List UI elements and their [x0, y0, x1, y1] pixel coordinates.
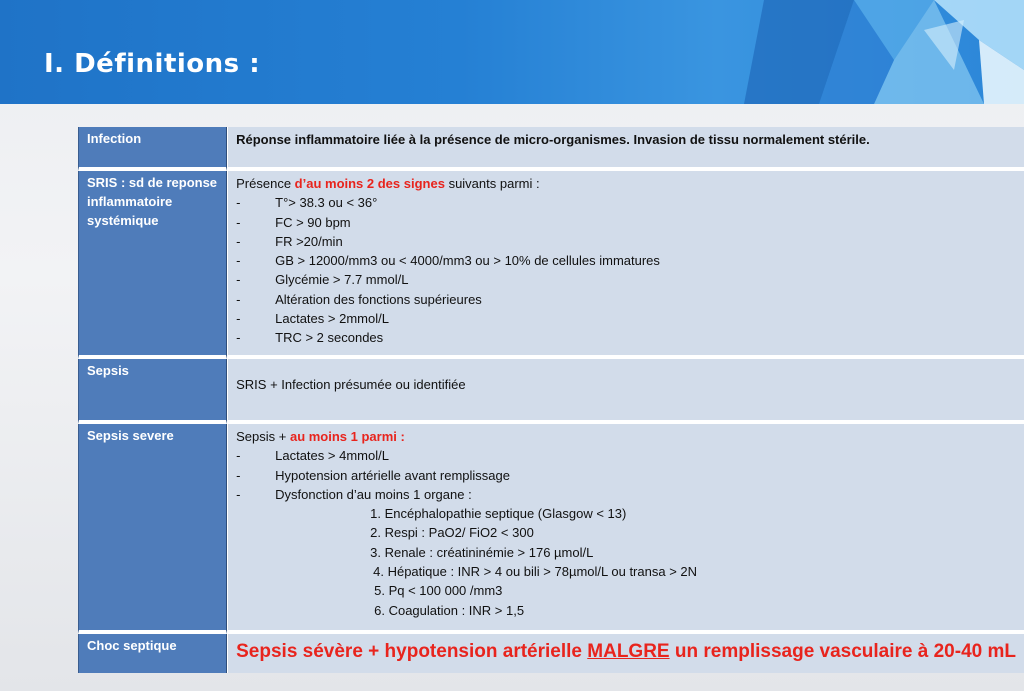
definition-cell [227, 359, 1024, 424]
definition-cell [227, 424, 1024, 634]
table-row-sris [78, 171, 1024, 359]
term-label: Sepsis [87, 363, 129, 378]
dash-bullet: - [236, 195, 241, 211]
list-item [236, 193, 1016, 212]
term-label-line-2: inflammatoire systémique [87, 194, 173, 228]
list-item-text: Glycémie > 7.7 mmol/L [275, 272, 409, 288]
list-item [236, 213, 1016, 232]
decorative-polygons [724, 0, 1024, 104]
list-item [236, 466, 1016, 485]
definition-part-2: un remplissage vasculaire à 20-40 mL [669, 641, 1016, 662]
term-cell [78, 424, 227, 634]
list-item-text: FC > 90 bpm [275, 214, 351, 230]
dash-bullet: - [236, 448, 241, 464]
definition-underlined: MALGRE [587, 641, 670, 662]
definition-part-1: Sepsis sévère + hypotension artérielle [236, 641, 588, 662]
list-item-text: Lactates > 4mmol/L [275, 448, 389, 464]
term-cell [78, 127, 227, 171]
list-item-text: T°> 38.3 ou < 36° [275, 195, 378, 211]
definition-text [236, 637, 1016, 661]
dash-bullet: - [236, 253, 241, 269]
intro-emphasis: au moins 1 parmi : [289, 429, 405, 444]
term-label: Choc septique [87, 638, 177, 653]
list-item-text: Hypotension artérielle avant remplissage [275, 467, 510, 483]
organ-list-item: 5. Pq < 100 000 /mm3 [374, 583, 503, 599]
intro-prefix: Sepsis + [236, 429, 290, 444]
table-row-sepsis-severe [78, 424, 1024, 634]
list-item-text: TRC > 2 secondes [275, 330, 384, 346]
list-item [236, 251, 1016, 270]
term-label: Sepsis severe [87, 428, 174, 443]
list-item [236, 290, 1016, 309]
definition-text: Réponse inflammatoire liée à la présence de micro-organismes. Invasion de tissu normalement stérile. [236, 132, 870, 147]
definition-cell [227, 171, 1024, 359]
definition-intro [236, 174, 1016, 193]
dash-bullet: - [236, 330, 241, 346]
list-item [236, 309, 1016, 328]
term-label-line-1: SRIS : sd de reponse [87, 175, 218, 190]
organ-list-item: 4. Hépatique : INR > 4 ou bili > 78µmol/L ou transa > 2N [373, 564, 698, 580]
dash-bullet: - [236, 291, 241, 307]
intro-emphasis: d’au moins 2 des signes [294, 176, 445, 191]
term-cell [78, 171, 227, 359]
dash-bullet: - [236, 233, 241, 249]
list-item-text: GB > 12000/mm3 ou < 4000/mm3 ou > 10% de cellules immatures [275, 253, 660, 269]
list-item-text: Dysfonction d’au moins 1 organe : [275, 486, 472, 502]
dash-bullet: - [236, 467, 241, 483]
dash-bullet: - [236, 272, 241, 288]
table-row-infection [78, 127, 1024, 171]
list-item-text: Lactates > 2mmol/L [275, 311, 389, 327]
list-item-text: FR >20/min [275, 233, 343, 249]
definition-cell [227, 127, 1024, 171]
table-row-sepsis [78, 359, 1024, 424]
title-banner [0, 0, 1024, 104]
term-cell [78, 359, 227, 424]
definitions-table [78, 127, 1024, 673]
list-item [236, 328, 1016, 347]
definition-intro [236, 427, 1016, 446]
list-item-text: Altération des fonctions supérieures [275, 291, 482, 307]
definition-text: SRIS + Infection présumée ou identifiée [236, 377, 466, 392]
organ-list-item: 1. Encéphalopathie septique (Glasgow < 13) [370, 506, 627, 522]
organ-list-item: 3. Renale : créatininémie > 176 µmol/L [370, 544, 594, 560]
organ-list-item: 6. Coagulation : INR > 1,5 [374, 602, 525, 618]
list-item [236, 270, 1016, 289]
term-cell [78, 634, 227, 673]
dash-bullet: - [236, 214, 241, 230]
page-title: I. Définitions : [44, 49, 261, 79]
table-row-choc-septique [78, 634, 1024, 673]
dash-bullet: - [236, 311, 241, 327]
dash-bullet: - [236, 486, 241, 502]
organ-list-item: 2. Respi : PaO2/ FiO2 < 300 [370, 525, 534, 541]
definition-cell [227, 634, 1024, 673]
term-label: Infection [87, 131, 142, 146]
intro-prefix: Présence [236, 176, 295, 191]
list-item [236, 446, 1016, 465]
intro-suffix: suivants parmi : [444, 176, 540, 191]
list-item [236, 232, 1016, 251]
list-item [236, 485, 1016, 504]
